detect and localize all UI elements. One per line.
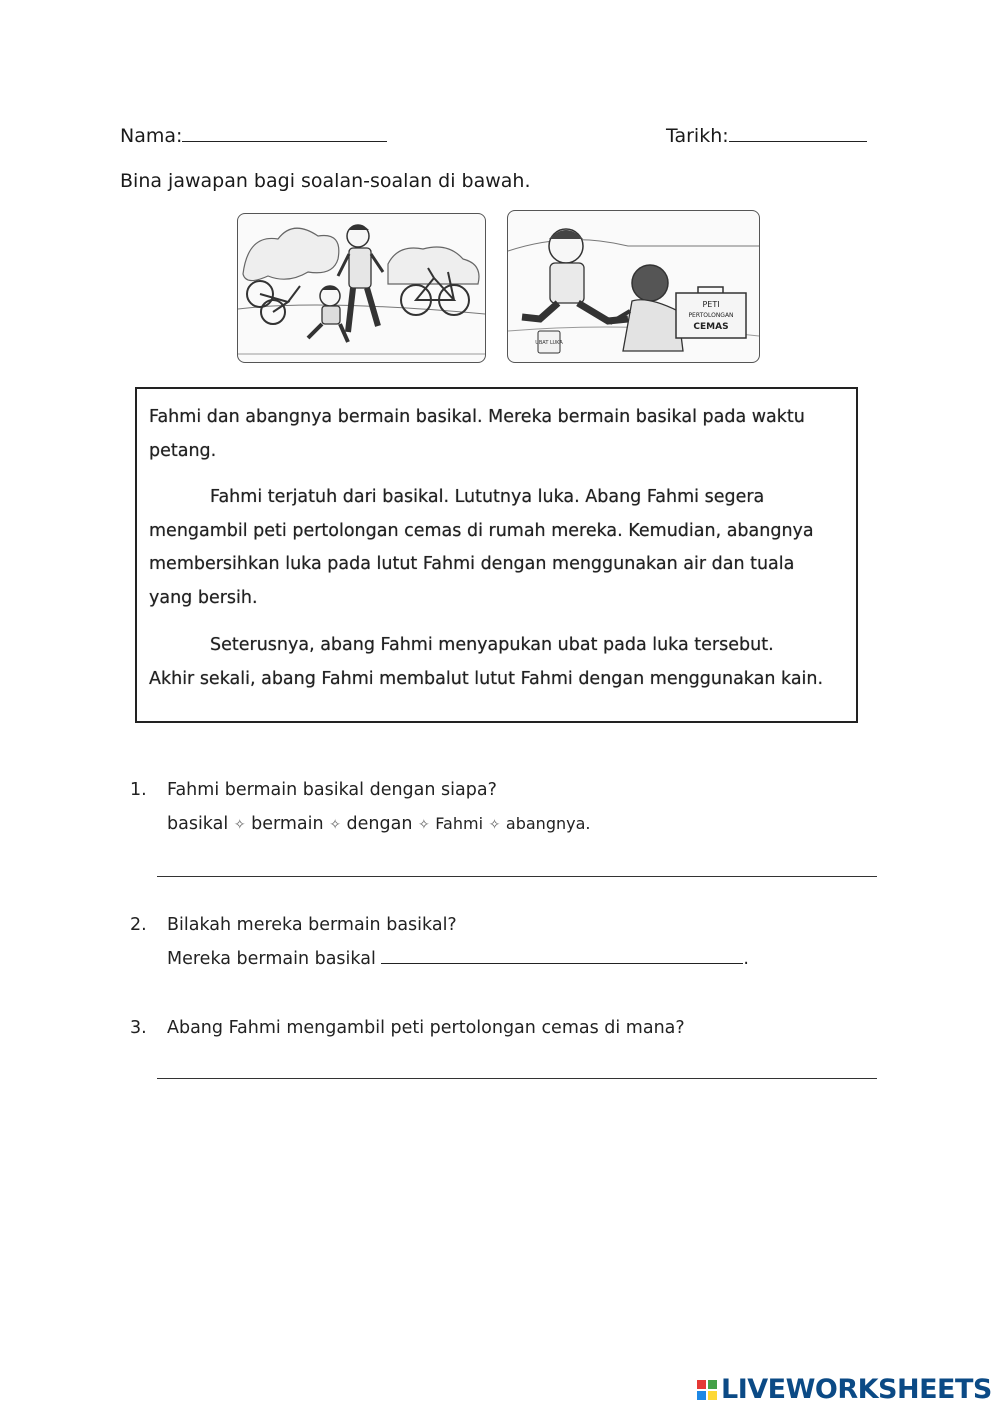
- passage-p3-line2: Akhir sekali, abang Fahmi membalut lutut Fahmi dengan menggunakan kain.: [149, 669, 824, 689]
- passage-p1-line2: petang.: [149, 441, 217, 461]
- passage-p2-line1: Fahmi terjatuh dari basikal. Lututnya luka. Abang Fahmi segera: [210, 487, 765, 507]
- question-2-end: .: [743, 949, 749, 969]
- name-label: Nama:: [120, 125, 183, 147]
- separator-icon: ✧: [488, 817, 501, 833]
- question-1-answer-line[interactable]: [157, 876, 877, 877]
- passage-p1-line1: Fahmi dan abangnya bermain basikal. Mereka bermain basikal pada waktu: [149, 407, 805, 427]
- question-2-sentence: [167, 949, 749, 969]
- question-3-answer-line[interactable]: [157, 1078, 877, 1079]
- word-bank-item[interactable]: abangnya.: [505, 814, 591, 833]
- passage-p2-line4: yang bersih.: [149, 588, 258, 608]
- name-input-line[interactable]: [182, 141, 387, 142]
- separator-icon: ✧: [233, 817, 246, 833]
- word-bank-item[interactable]: Fahmi: [435, 814, 484, 833]
- question-3-text: Abang Fahmi mengambil peti pertolongan cemas di mana?: [167, 1018, 685, 1038]
- illustration-first-aid: [507, 210, 760, 363]
- question-3-number: 3.: [130, 1018, 147, 1038]
- question-1-text: Fahmi bermain basikal dengan siapa?: [167, 780, 497, 800]
- passage-p2-line3: membersihkan luka pada lutut Fahmi dengan menggunakan air dan tuala: [149, 554, 795, 574]
- date-label: Tarikh:: [666, 125, 729, 147]
- question-1-number: 1.: [130, 780, 147, 800]
- passage-p3-line1: Seterusnya, abang Fahmi menyapukan ubat pada luka tersebut.: [210, 635, 774, 655]
- separator-icon: ✧: [417, 817, 430, 833]
- question-1-word-bank: [167, 814, 590, 834]
- passage-p2-line2: mengambil peti pertolongan cemas di rumah mereka. Kemudian, abangnya: [149, 521, 814, 541]
- date-field: [666, 125, 867, 147]
- first-aid-box-line3: CEMAS: [693, 322, 729, 332]
- illustration-fall: [237, 213, 486, 363]
- fall-scene-drawing: [238, 214, 485, 362]
- first-aid-box-line1: PETI: [702, 300, 720, 309]
- question-2-number: 2.: [130, 915, 147, 935]
- name-field: [120, 125, 387, 147]
- logo-tiles-icon: [697, 1380, 717, 1400]
- liveworksheets-logo[interactable]: [697, 1374, 992, 1405]
- word-bank-item[interactable]: bermain: [251, 814, 324, 834]
- medicine-label: UBAT LUKA: [535, 340, 563, 346]
- instruction-text: Bina jawapan bagi soalan-soalan di bawah.: [120, 170, 531, 192]
- first-aid-scene-drawing: [508, 211, 759, 362]
- first-aid-box-line2: PERTOLONGAN: [688, 312, 734, 319]
- logo-text: LIVEWORKSHEETS: [721, 1374, 992, 1405]
- question-2-text: Bilakah mereka bermain basikal?: [167, 915, 457, 935]
- question-2-stem: Mereka bermain basikal: [167, 949, 376, 969]
- date-input-line[interactable]: [729, 141, 867, 142]
- word-bank-item[interactable]: basikal: [167, 814, 229, 834]
- word-bank-item[interactable]: dengan: [346, 814, 413, 834]
- question-2-answer-blank[interactable]: [381, 963, 743, 964]
- separator-icon: ✧: [329, 817, 341, 833]
